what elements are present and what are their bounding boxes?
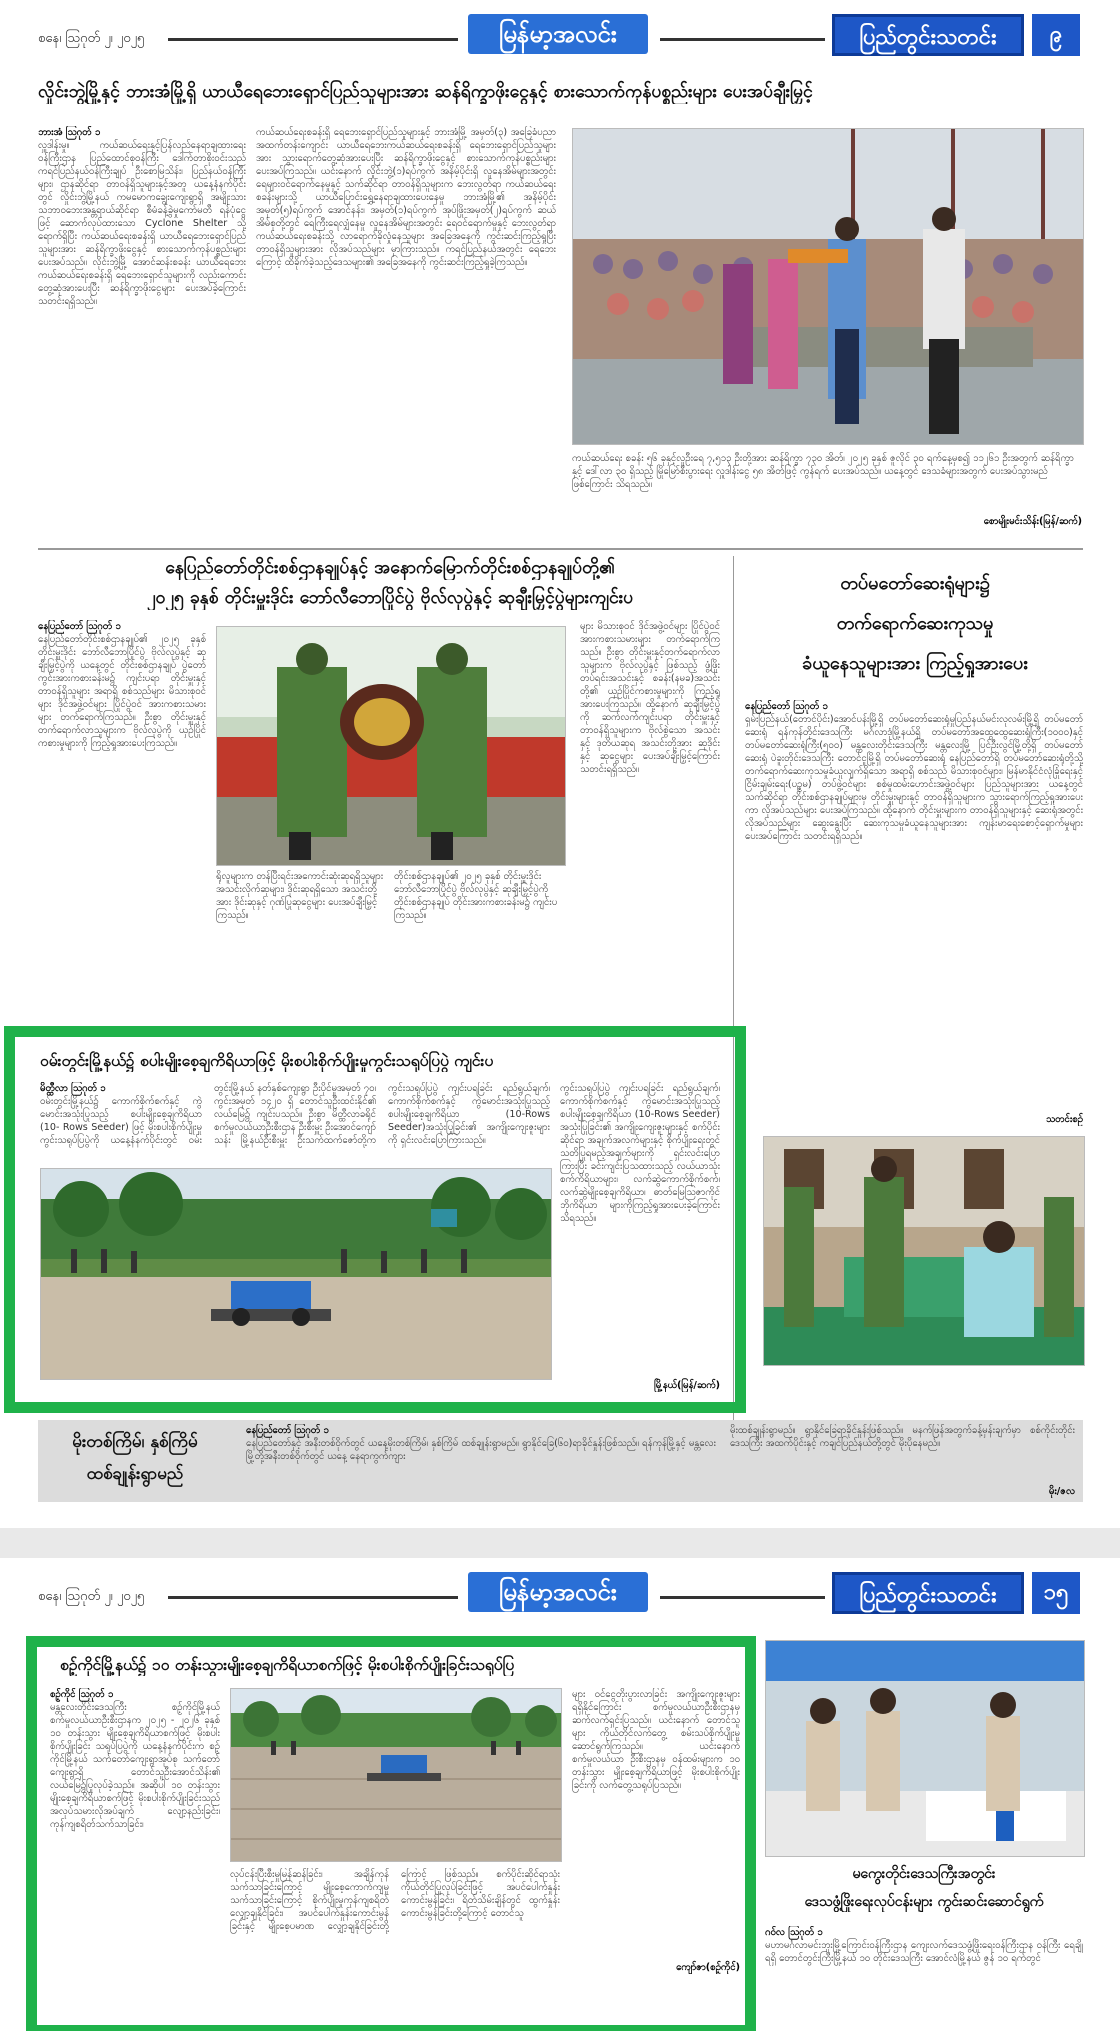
story-body: များ မိသားစုဝင် ဒိုင်အဖွဲ့ဝင်များ ပြိုင်ပွဲဝင်အားကစားသမားများ တက်ရောက်ကြသည်။ ဦးစွာ တိုင်းမှူးနှင့်တက်ရောက်လာသူများက ဗိုလ်လုပွဲနှင့် ဖြစ်သည့် ဖွံ့ဖြိုးတပ်ရင်းအသင်းနှင့် စခန်း(နမခ)အသင်းတို့၏ ယှဉ်ပြိုင်ကစားမှုများကို ကြည့်ရှုအားပေးကြသည်။ ထို့နောက် ဆုချီးမြှင့်ပွဲကို ဆက်လက်ကျင်းပရာ တိုင်းမှူးနှင့် တာဝန်ရှိသူများက ဗိုလ်စွဲသော အသင်းနှင့် ဒုတိယဆုရ အသင်းတို့အား ဆုဒိုင်းနှင့် ဆုငွေများ ပေးအပ်ချီးမြှင့်ကြောင်း သတင်းရရှိသည်။	[580, 621, 720, 775]
photo-image	[764, 1137, 1084, 1365]
header-rule	[168, 1596, 458, 1599]
page-number: ၉	[1032, 14, 1080, 56]
story-headline: စဉ့်ကိုင်မြို့နယ်၌ ၁၀ တန်းသွားမျိုးစေ့ချကိရိယာစက်ဖြင့် မိုးစပါးစိုက်ပျိုးခြင်းသရုပ်ပြ	[60, 1656, 515, 1674]
story-body	[38, 620, 206, 1020]
story-headline: မကွေးတိုင်းဒေသကြီးအတွင်း	[852, 1866, 996, 1882]
story-body: ကွင်းသရုပ်ပြပွဲ ကျင်းပရခြင်း ရည်ရွယ်ချက်၊ ကောက်စိုက်စက်နှင့် ကွဲမောင်းအသုံးပြုသည့် စပါးမျိုးစေ့ချကိရိယာ (10-Rows Seeder) အသုံးပြုခြင်း၏ အကျိုးကျေးဇူးများနှင့် စက်ပိုင်းဆိုင်ရာ အချက်အလက်များနှင့် စိုက်ပျိုးရေးတွင် သတိပြုရမည့်အချက်များကို ရှင်းလင်းပြောကြားပြီး ခင်းကျင်းပြသထားသည့် လယ်ယာသုံးစက်ကိရိယာများ၊ လက်ဆွဲကောက်စိုက်စက်၊ လက်ဆွဲမျိုးစေ့ချကိရိယာ၊ ဓာတ်မြေဩဇာကိုင်ဘိုကိရိယာ များကိုကြည့်ရှုအားပေးခဲ့ကြောင်း သိရသည်။	[560, 1083, 720, 1224]
weather-body: မိုးထစ်ချုန်းရွာမည်။ ရွာနိုင်ခြေရာခိုင်နှုန်းဖြစ်သည်။ မနက်ဖြန်အတွက်ခန့်မှန်းချက်မှာ စစ်ကိုင်းတိုင်းဒေသကြီး အထက်ပိုင်းနှင့် ကချင်ပြည်နယ်တို့တွင် မိုးပိုနေမည်။	[730, 1425, 1075, 1449]
story-credit-row	[572, 1958, 740, 1974]
dateline: နေပြည်တော် ဩဂုတ် ၁	[38, 621, 121, 632]
story-body: လုပ်ငန်းပြီးစီးမှုမြန်ဆန်ခြင်း၊ အချိန်ကုန်သက်သာခြင်းကြောင့် မျိုးစေ့ကောက်ကျမှု သက်သာခြင်းကြောင့် စိုက်ပျိုးမှုကုန်ကျစရိတ် လျှော့ချနိုင်ခြင်း၊ အပင်ပေါက်နှုန်းကောင်းမွန်ခြင်းနှင့် မျိုးစေ့ပမာဏ လျှော့ချနိုင်ခြင်းတို့ကြောင့် ဖြစ်သည်။ စက်ပိုင်းဆိုင်ရာသုံး ကိုယ်တိုင်ပြုလုပ်ခြင်းဖြင့် အပင်ပေါက်နှုန်း ကောင်းမွန်ခြင်း၊ ရိတ်သိမ်းချိန်တွင် ထွက်နှုန်းကောင်းမွန်ခြင်းတို့ကြောင့် တောင်သူ	[230, 1869, 560, 1932]
issue-date: စနေ၊ ဩဂုတ် ၂၊ ၂၀၂၅	[38, 1589, 145, 1604]
story-text: မဟာမင်္ဂလာမင်းဘူးမြို့ကြောင်းဝန်ကြီးဌာန ကျေးလက်ဒေသဖွံ့ဖြိုးရေးဝန်ကြီးဌာန ဝန်ကြီး ရေချိုရရှိ တောင်တွင်းကြီးမြို့နယ် ၁၀ တိုင်းဒေသကြီး အောင်လံမြို့နယ် ဇွန် ၁၀ ရက်တွင်	[765, 1940, 1083, 1964]
weather-headline: ထစ်ချုန်းရွာမည်	[86, 1464, 184, 1484]
relief-distribution-photo	[572, 128, 1084, 445]
dateline: ဘားအံ ဩဂုတ် ၁	[38, 127, 101, 138]
photo-credit-row	[572, 512, 1082, 528]
story-body	[765, 1926, 1083, 2026]
photo-caption: ရိုလူများက တန်ပြီးရင်းအကောင်းဆုံးဆုရရှိသူများ အသင်းလိုက်ဆုများ၊ ဒိုင်းဆုရရှိသော အသင်းတို့အား ဒိုင်းဆုနှင့် ဂုဏ်ပြုဆုငွေများ ပေးအပ်ချီးမြှင့်ကြသည်။	[216, 871, 384, 921]
story-credit: မြို့နယ်(မြန်/ဆက်)	[650, 1379, 720, 1392]
hospital-visit-photo	[763, 1136, 1085, 1366]
story-text: ရှမ်းပြည်နယ်(တောင်ပိုင်း)အောင်ပန်းမြို့ရှိ တပ်မတော်ဆေးရုံမှုပြည်နယ်မင်းလုလမ်းမြို့ရှိ တပ်မတော်ဆေးရုံ ရန်ကုန်တိုင်းဒေသကြီး မင်္ဂလာဒုံမြို့နယ်ရှိ တပ်မတော်အထွေထွေဆေးရုံကြီး(၁၀၀၀)နှင့် တပ်မတော်ဆေးရုံကြီး(၅၀၀) မန္တလေးတိုင်းဒေသကြီး မန္တလေးမြို့ ပြင်ဦးလွင်မြို့တို့ရှိ တပ်မတော်ဆေးရုံ ပဲခူးတိုင်းဒေသကြီး တောင်ငူမြို့ရှိ တပ်မတော်ဆေးရုံ နေပြည်တော်ရှိ တပ်မတော်ဆေးရုံတို့သို့ တက်ရောက်ဆေးကုသမှုခံယူလျက်ရှိသော အရာရှိ စစ်သည် မိသားစုဝင်များ၊ မြန်မာနိုင်ငံလုံခြုံရေးနှင့် ငြိမ်းချမ်းရေး(ပဥ္စမ) တပ်ဖွဲ့ဝင်များ စစ်မှုထမ်းဟောင်းအဖွဲ့ဝင်များ ပြည်သူများအား ယနေ့တွင် သက်ဆိုင်ရာ တိုင်းစစ်ဌာနချုပ်များမှ တိုင်းမှူးများနှင့် တာဝန်ရှိသူများက သွားရောက်ကြည့်ရှုအားပေးကာ လိုအပ်သည်များ ပေးအပ်ကြသည်။ ထို့နောက် တိုင်းမှူးများက တာဝန်ရှိသူများနှင့် ဆေးရုံအတွင်း လိုအပ်သည်များ ဆွေးနွေးပြီး ဆေးကုသမှုခံယူနေသူများအား ကျန်းမာရေးစောင့်ရှောက်မှုများ ပေးအပ်ကြောင်း သတင်းရရှိသည်။	[745, 714, 1083, 842]
regional-development-photo	[765, 1640, 1085, 1857]
story-headline: လှိုင်းဘွဲ့မြို့နှင့် ဘားအံမြို့ရှိ ယာယီရေဘေးရှောင်ပြည်သူများအား ဆန်ရိက္ခာဖိုးငွေနှင့် စားသောက်ကုန်ပစ္စည်းများ ပေးအပ်ချီးမြှင့်	[38, 82, 813, 102]
dateline: မိတ္ထီလာ ဩဂုတ် ၁	[40, 1083, 106, 1094]
story-headline: ဒေသဖွံ့ဖြိုးရေးလုပ်ငန်းများ ကွင်းဆင်းဆောင်ရွက်	[804, 1894, 1044, 1910]
page-number: ၁၅	[1032, 1572, 1080, 1614]
story-text: ဝမ်းတွင်းမြို့နယ်၌ ကောက်စိုက်စက်နှင့် ကွဲမောင်းအသုံးပြုသည့် စပါးမျိုးစေ့ချကိရိယာ (10- Rows Seeder) ဖြင့် မိုးစပါးစိုက်ပျိုးမှု ကွင်းသရုပ်ပြပွဲကို ယနေ့နံနက်ပိုင်းတွင် ဝမ်းတွင်းမြို့နယ် နတ်နှစ်ကျေးရွာ ဦးပိုင်မှုအမှတ် ၇၀၊ ကွင်းအမှတ် ၁၄၂၀ ရှိ တောင်သူဦးထင်းနိုင်၏ လယ်မြေ၌ ကျင်းပသည်။ ဦးစွာ မိတ္ထီလာခရိုင် စက်မှုလယ်ယာဦးစီးဌာန ဦးစီးမှူး ဦးအောင်ကျော်သန်း မြို့နယ်ဦးစီးမှူး ဦးသက်ထက်ဇော်တို့က ကွင်းသရုပ်ပြပွဲ ကျင်းပရခြင်း ရည်ရွယ်ချက်၊ ကောက်စိုက်စက်နှင့် ကွဲမောင်းအသုံးပြုသည့် စပါးမျိုးစေ့ချကိရိယာ (10-Rows Seeder)အသုံးပြုခြင်း၏ အကျိုးကျေးဇူးများကို ရှင်းလင်းပြောကြားသည်။	[40, 1083, 550, 1146]
story-body	[745, 700, 1083, 1140]
newspaper-name: မြန်မာ့အလင်း	[468, 1572, 648, 1612]
header-rule	[660, 38, 825, 41]
weather-body	[246, 1424, 716, 1496]
newspaper-page-15	[0, 1558, 1120, 2031]
dateline: ဂဝ်လ ဩဂုတ် ၁	[765, 1927, 823, 1938]
photo-caption: တိုင်းစစ်ဌာနချုပ်၏ ၂၀၂၅ ခုနှစ် တိုင်းမှူးဒိုင်း ဘော်လီဘောပြိုင်ပွဲ ဗိုလ်လုပွဲနှင့် ဆုချီးမြှင့်ပွဲကို တိုင်းစစ်ဌာနချုပ် တိုင်းအားကစားခန်းမ၌ ကျင်းပကြသည်။	[394, 871, 558, 921]
story-headline: ခံယူနေသူများအား ကြည့်ရှုအားပေး	[802, 653, 1028, 674]
story-credit-row	[560, 1376, 720, 1392]
photo-credit: စောမျိုးမင်းသိန်း(မြန်/ဆက်)	[980, 515, 1082, 528]
issue-date: စနေ၊ ဩဂုတ် ၂၊ ၂၀၂၅	[38, 31, 145, 46]
header-rule	[660, 1596, 825, 1599]
photo-image	[231, 1689, 561, 1861]
story-text: လှူဒါန်းမှု။ ကယ်ဆယ်ရေးနှင့်ပြန်လည်နေရာချထားရေးဝန်ကြီးဌာန ပြည်ထောင်စုဝန်ကြီး ဒေါက်တာစိုးဝင်းသည် ကရင်ပြည်နယ်ဝန်ကြီးချုပ် ဦးစောမြသိန်း၊ ပြည်နယ်ဝန်ကြီးများ၊ ဌာနဆိုင်ရာ တာဝန်ရှိသူများနှင့်အတူ ယနေ့နံနက်ပိုင်းတွင် လှိုင်းဘွဲ့မြို့နယ် ကမမောကချွေးကျေးရွာရှိ အမျိုးသားသဘာဝဘေးအန္တရာယ်ဆိုင်ရာ စီမံခန့်ခွဲမှုကော်မတီ ရန်ပုံငွေဖြင့် ဆောက်လုပ်ထားသော Cyclone Shelter သို့ ရောက်ရှိပြီး ကယ်ဆယ်ရေးစခန်းရှိ ယာယီရေဘေးရှောင်ပြည်သူများအား ဆန်ရိက္ခာဖိုးငွေနှင့် စားသောက်ကုန်ပစ္စည်းများ ပေးအပ်သည်။ လိုင်းဘွဲ့မြို့ အောင်ဆန်းစခန်း ယာယီရေဘေးကယ်ဆယ်ရေးစခန်းရှိ ရေဘေးရှောင်သူများကို လည်းကောင်း တွေ့ဆုံအားပေးပြီး ဆန်ရိက္ခာဖိုးငွေများ ပေးအပ်ခဲ့ကြောင်း သတင်းရရှိသည်။	[38, 140, 246, 307]
story-body: များ ဝင်ငွေတိုးပွားလာခြင်း အကျိုးကျေးဇူးများ ရရှိနိုင်ကြောင်း စက်မှုလယ်ယာဦးစီးဌာနမှ ဆက်လက်ရှင်းပြသည်။ ယင်းနောက် တောင်သူ များ ကိုယ်တိုင်လက်တွေ့ စမ်းသပ်စိုက်ပျိုးမှု ဆောင်ရွက်ကြသည်။ ယင်းနောက် စက်မှုလယ်ယာ ဦးစီးဌာနမှ ဝန်ထမ်းများက ၁၀ တန်းသွား မျိုးစေ့ချကိရိယာဖြင့် မိုးစပါးစိုက်ပျိုးခြင်းကို လက်တွေ့သရုပ်ပြသည်။	[572, 1689, 740, 1791]
header-rule	[168, 38, 458, 41]
section-label: ပြည်တွင်းသတင်း	[832, 1572, 1024, 1614]
photo-image	[766, 1641, 1084, 1856]
story-credit: ကျော်ဇာ(စဉ့်ကိုင်)	[672, 1961, 740, 1974]
story-headline: တပ်မတော်ဆေးရုံများ၌	[840, 573, 990, 594]
weather-headline: မိုးတစ်ကြိမ်၊ နှစ်ကြိမ်	[72, 1432, 198, 1452]
dateline: နေပြည်တော် ဩဂုတ် ၁	[246, 1425, 329, 1436]
weather-credit: မိုး/ဇလ	[1045, 1485, 1075, 1498]
story-headline: ဝမ်းတွင်းမြို့နယ်၌ စပါးမျိုးစေ့ချကိရိယာဖြင့် မိုးစပါးစိုက်ပျိုးမှုကွင်းသရုပ်ပြပွဲ ကျင်းပ	[40, 1052, 494, 1070]
photo-image	[217, 627, 565, 865]
section-divider	[38, 548, 1083, 550]
seeder-field-photo	[230, 1688, 562, 1862]
story-credit: သတင်းစဉ်	[1042, 1113, 1083, 1126]
story-body	[38, 126, 246, 538]
dateline: စဉ့်ကိုင် ဩဂုတ် ၁	[50, 1689, 114, 1700]
story-headline: တက်ရောက်ဆေးကုသမှု	[836, 613, 994, 634]
story-body	[50, 1688, 220, 2018]
weather-text: နေပြည်တော်နှင့် အနီးတစ်ဝိုက်တွင် ယနေ့မိုးတစ်ကြိမ်၊ နှစ်ကြိမ် ထစ်ချုန်းရွာမည်။ ရွာနိုင်ခြေ(၆၀)ရာခိုင်နှုန်းဖြစ်သည်။ ရန်ကုန်မြို့နှင့် မန္တလေးမြို့တို့အနီးတစ်ဝိုက်တွင် ယနေ့ နေရာကွက်ကျား	[246, 1438, 716, 1462]
weather-credit-row	[730, 1482, 1075, 1498]
photo-credit-row	[745, 1110, 1083, 1126]
story-body	[40, 1082, 550, 1158]
seeder-demonstration-photo	[40, 1168, 552, 1380]
photo-image	[41, 1169, 551, 1379]
story-headline: ၂၀၂၅ ခုနှစ် တိုင်းမှူးဒိုင်း ဘော်လီဘောပြိုင်ပွဲ ဗိုလ်လုပွဲနှင့် ဆုချီးမြှင့်ပွဲများကျင်းပ	[146, 588, 634, 608]
dateline: နေပြည်တော် ဩဂုတ် ၁	[745, 701, 828, 712]
page-header	[0, 1558, 1120, 1610]
section-label: ပြည်တွင်းသတင်း	[832, 14, 1024, 56]
photo-caption: ကယ်ဆယ်ရေး စခန်း ၅၆ ခုနှင့်လူဦးရေ ၇,၅၁၃ ဦးတို့အား ဆန်ရိက္ခာ ၇၃၀ အိတ်၊ ၂၀၂၅ ခုနှစ် ဇူလိုင် ၃၀ ရက်နေ့မှစ၍ ၁၁၂၆၁ ဦးအတွက် ဆန်ရိက္ခာနှင့် ဒေါ်လာ ၃၀ ရှိသည့် မြိုမြော်စီးပွားရေး လှူဒါန်းငွေ ၅၈ အိတ်ဖြင့် ကွန်ရက် ပေးအပ်သည်။ ယနေ့တွင် ဒေသခံများအတွက် ပေးအပ်သွားမည်ဖြစ်ကြောင်း သိရသည်။	[572, 453, 1074, 490]
story-text: မန္တလေးတိုင်းဒေသကြီး စဉ့်ကိုင်မြို့နယ် စက်မှုလယ်ယာဦးစီးဌာနက ၂၀၂၅ - ၂၀၂၆ ခုနှစ် ၁၀ တန်းသွား မျိုးစေ့ချကိရိယာစက်ဖြင့် မိုးစပါးစိုက်ပျိုးခြင်း သရုပ်ပြပွဲကို ယနေ့နံနက်ပိုင်းက စဉ့်ကိုင်မြို့နယ် သက်တော်ကျေးရွာအုပ်စု သက်တော်ကျေးရွာရှိ တောင်သူဦးအောင်သိန်း၏ လယ်မြေ၌ပြုလုပ်ခဲ့သည်။ အဆိုပါ ၁၀ တန်းသွား မျိုးစေ့ချကိရိယာစက်ဖြင့် မိုးစပါးစိုက်ပျိုးခြင်းသည် အလုပ်သမားလိုအပ်ချက် လျော့နည်းခြင်း၊ ကုန်ကျစရိတ်သက်သာခြင်း၊	[50, 1702, 220, 1830]
newspaper-name: မြန်မာ့အလင်း	[468, 14, 648, 54]
story-headline: နေပြည်တော်တိုင်းစစ်ဌာနချုပ်နှင့် အနောက်မြောက်တိုင်းစစ်ဌာနချုပ်တို့၏	[165, 558, 615, 578]
story-body: ကယ်ဆယ်ရေးစခန်းရှိ ရေဘေးရှောင်ပြည်သူများနှင့် ဘားအံမြို့ အမှတ်(၃) အခြေခံပညာအထက်တန်းကျောင်း ယာယီရေဘေးကယ်ဆယ်ရေးစခန်းရှိ ရေဘေးရှောင်ပြည်သူများအား သွားရောက်တွေ့ဆုံအားပေးပြီး ဆန်ရိက္ခာဖိုးငွေနှင့် စားသောက်ကုန်ပစ္စည်းများ ပေးအပ်ကြသည်။ ယင်းနောက် လှိုင်းဘွဲ့(၁)ရပ်ကွက် အနိမ့်ပိုင်းရှိ လူနေအိမ်များအတွင်း ရေများဝင်ရောက်နေမှုနှင့် သက်ဆိုင်ရာ တာဝန်ရှိသူများက ဘေးလွတ်ရာ ကယ်ဆယ်ရေးစခန်းများသို့ ယာယီပြောင်းရွှေ့နေရာချထားပေးနေမှု ဘားအံမြို့၏ အနိမ့်ပိုင်းအမှတ်(၅)ရပ်ကွက် အောင်နန်း၊ အမှတ်(၁)ရပ်ကွက် အုပ်ဖြိုးအမှတ်(၂)ရပ်ကွက် ဆယ်အိမ်စုတို့တွင် ရေကြီးရေလျှံနေမှု လူနေအိမ်များအတွင်း ရေဝင်ရောက်မှုနှင့် ဘေးလွတ်ရာ ကယ်ဆယ်ရေးစခန်းသို့ လာရောက်ခိုလှုံနေသူများ အခြေအနေကို ကွင်းဆင်းကြည့်ရှုပြီး တာဝန်ရှိသူများအား လိုအပ်သည်များ မှာကြားသည်။ ကရင်ပြည်နယ်အတွင်း ရေဘေးကြောင့် ထိခိုက်ခဲ့သည့်ဒေသများ၏ အခြေအနေကို ကွင်းဆင်းကြည့်ရှုခဲ့ကြသည်။	[256, 127, 556, 268]
page-header	[0, 0, 1120, 52]
story-text: နေပြည်တော်တိုင်းစစ်ဌာနချုပ်၏ ၂၀၂၅ ခုနှစ် တိုင်းမှူးဒိုင်း ဘော်လီဘောပြိုင်ပွဲ ဗိုလ်လုပွဲနှင့် ဆုချီးမြှင့်ပွဲကို ယနေ့တွင် တိုင်းစစ်ဌာနချုပ် ပွဲတော်ကွင်းအားကစားခန်းမ၌ ကျင်းပရာ တိုင်းမှူးနှင့် တာဝန်ရှိသူများ အရာရှိ စစ်သည်များ မိသားစုဝင်များ ဒိုင်အဖွဲ့ဝင်များ ပြိုင်ပွဲဝင် အားကစားသမားများ တက်ရောက်ကြသည်။ ဦးစွာ တိုင်းမှူးနှင့် တက်ရောက်လာသူများက ဗိုလ်လုပွဲကို ယှဉ်ပြိုင်ကစားမှုများကို ကြည့်ရှုအားပေးကြသည်။	[38, 634, 206, 749]
award-ceremony-photo	[216, 626, 566, 866]
photo-image	[573, 129, 1083, 444]
